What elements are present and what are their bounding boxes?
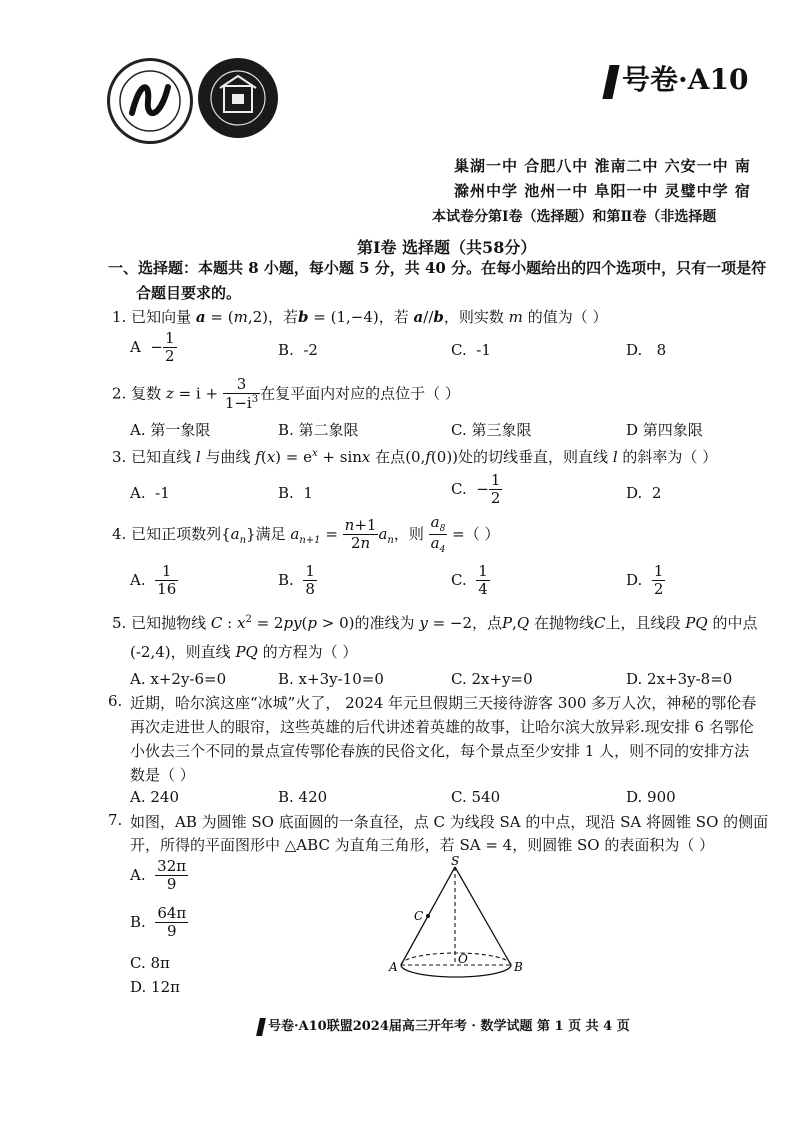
q6-option-a[interactable]: A. 240 [130, 788, 179, 806]
q4-option-a[interactable]: A. $\frac{1}{16}$ [130, 562, 177, 599]
q5-option-b[interactable]: B. x+3y-10=0 [278, 670, 384, 688]
q2-option-a[interactable]: A. 第一象限 [130, 421, 211, 439]
point-c [426, 914, 430, 918]
q7-option-d[interactable]: D. 12π [130, 978, 180, 996]
question-6-line-1: 近期，哈尔滨这座“冰城”火了， 2024 年元旦假期三天接待游客 300 多万人次，神秘的鄂伦春 [130, 694, 757, 712]
question-6-number: 6. [108, 692, 123, 710]
q4-option-b[interactable]: B. $\frac{1}{8}$ [278, 562, 315, 599]
question-7-line-2: 开，所得的平面图形中 △ABC 为直角三角形，若 SA = 4，则圆锥 SO 的表面积为（ ） [130, 836, 715, 854]
q1-option-d[interactable]: D. 8 [626, 341, 667, 359]
fraction: $\frac{1}{8}$ [305, 562, 315, 599]
q7-option-a[interactable]: A. $\frac{32\pi}{9}$ [130, 857, 187, 894]
fraction: $\frac{3}{1-i^3}$ [224, 375, 259, 413]
schools-line-2: 滁州中学 池州一中 阜阳一中 灵璧中学 宿 [454, 182, 751, 200]
q3-option-a[interactable]: A. -1 [130, 484, 170, 502]
paper-structure-note: 本试卷分第Ⅰ卷（选择题）和第Ⅱ卷（非选择题 [432, 209, 717, 225]
instructions-line-1: 一、选择题：本题共 8 小题，每小题 5 分，共 40 分。在每小题给出的四个选项中，只有一项是符 [108, 259, 767, 277]
question-6-line-3: 小伙去三个不同的景点宣传鄂伦春族的民俗文化，每个景点至少安排 1 人，则不同的安排方法 [130, 742, 750, 760]
schools-line-1: 巢湖一中 合肥八中 淮南二中 六安一中 南 [454, 157, 751, 175]
question-7-line-1: 如图，AB 为圆锥 SO 底面圆的一条直径，点 C 为线段 SA 的中点，现沿 SA 将圆锥 SO 的侧面 [130, 813, 769, 831]
label-c: C [414, 909, 424, 923]
question-5: 5. 已知抛物线 C : $x^2 = 2py(p > 0)$的准线为 y = −2，点P,Q 在抛物线C上，且线段 PQ 的中点 [112, 614, 758, 632]
cone-edge-sb [455, 867, 511, 965]
question-6-line-2: 再次走进世人的眼帘，这些英雄的后代讲述着英雄的故事，让哈尔滨大放异彩.现安排 6 名鄂伦 [130, 718, 754, 736]
fraction: $\frac{1}{16}$ [157, 562, 177, 599]
q6-option-c[interactable]: C. 540 [451, 788, 501, 806]
q3-option-b[interactable]: B. 1 [278, 484, 313, 502]
fraction: $\frac{1}{2}$ [653, 562, 664, 599]
q2-option-d[interactable]: D 第四象限 [626, 421, 703, 439]
question-5-line-2: (-2,4)，则直线 PQ 的方程为（ ） [130, 643, 358, 661]
q1-option-c[interactable]: C. -1 [451, 341, 491, 359]
q5-option-c[interactable]: C. 2x+y=0 [451, 670, 533, 688]
school-alliance-seal-logo [107, 58, 193, 144]
fraction: $\frac{64\pi}{9}$ [157, 904, 187, 941]
base-back-arc [401, 953, 511, 965]
fraction: $\frac{1}{2}$ [490, 471, 501, 508]
q3-option-c[interactable]: C. − $\frac{1}{2}$ [451, 471, 501, 508]
footer-brand-mark-icon [256, 1018, 266, 1036]
seal-emblem-icon [110, 61, 190, 141]
question-3: 3. 已知直线 l 与曲线 $f(x) = e^x + \sin x$ 在点(0,f(0))处的切线垂直，则直线 l 的斜率为（ ） [112, 448, 718, 466]
question-6-line-4: 数是（ ） [130, 766, 195, 784]
cone-figure [385, 855, 530, 980]
label-a: A [389, 960, 398, 974]
building-emblem-icon [198, 58, 278, 138]
q3-option-d[interactable]: D. 2 [626, 484, 662, 502]
q2-option-c[interactable]: C. 第三象限 [451, 421, 532, 439]
page-footer: 号卷·A10联盟2024届高三开年考 · 数学试题 第 1 页 共 4 页 [258, 1015, 630, 1036]
label-b: B [514, 960, 523, 974]
fraction: $\frac{1}{4}$ [478, 562, 488, 599]
label-s: S [451, 855, 460, 868]
q6-option-b[interactable]: B. 420 [278, 788, 328, 806]
fraction: $\frac{32\pi}{9}$ [157, 857, 187, 894]
label-o: O [458, 952, 468, 966]
q6-option-d[interactable]: D. 900 [626, 788, 676, 806]
q7-option-b[interactable]: B. $\frac{64\pi}{9}$ [130, 904, 187, 941]
question-1: 1. 已知向量 a = (m,2)，若b = (1,−4)，若 a//b，则实数 m 的值为（ ） [112, 308, 608, 326]
q7-option-c[interactable]: C. 8π [130, 954, 170, 972]
q1-option-b[interactable]: B. -2 [278, 341, 318, 359]
q2-option-b[interactable]: B. 第二象限 [278, 421, 359, 439]
question-7-number: 7. [108, 811, 123, 829]
fraction: $\frac{1}{2}$ [164, 329, 175, 366]
q4-option-d[interactable]: D. $\frac{1}{2}$ [626, 562, 664, 599]
question-2: 2. 复数 z = i + $\frac{3}{1-i^3}$ 在复平面内对应的点位于（ ） [112, 375, 460, 413]
q5-option-a[interactable]: A. x+2y-6=0 [130, 670, 227, 688]
fraction: $\frac{n+1}{2n}$ [344, 516, 377, 553]
instructions-line-2: 合题目要求的。 [136, 284, 242, 302]
education-round-logo [198, 58, 278, 138]
brand-mark-icon [602, 65, 619, 99]
section-title: 第Ⅰ卷 选择题（共58分） [357, 238, 537, 257]
fraction: $\frac{a_8}{a_4}$ [430, 513, 446, 556]
base-front-arc [401, 965, 511, 977]
q4-option-c[interactable]: C. $\frac{1}{4}$ [451, 562, 488, 599]
q5-option-d[interactable]: D. 2x+3y-8=0 [626, 670, 733, 688]
q1-option-a[interactable]: A − $\frac{1}{2}$ [130, 329, 175, 366]
brand-title: 号卷·A10 [606, 58, 748, 99]
question-4: 4. 已知正项数列$\{a_n\}$满足 $a_{n+1}$ = $\frac{n+1}{2n}$ $a_n$，则 $\frac{a_8}{a_4}$ =（ ） [112, 513, 500, 556]
